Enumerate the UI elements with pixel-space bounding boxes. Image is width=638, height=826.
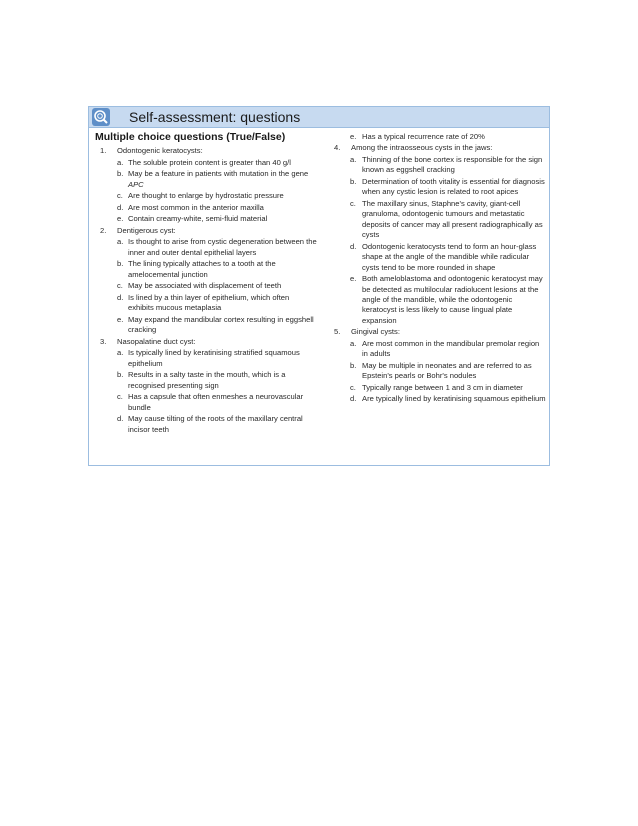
question-stem: Odontogenic keratocysts: [117, 146, 203, 155]
question-number: 4. [334, 143, 341, 153]
option-text: The soluble protein content is greater than 40 g/l [128, 157, 291, 167]
option-letter: b. [350, 177, 357, 186]
option-text: Are thought to enlarge by hydrostatic pressure [128, 191, 284, 201]
option-text: Typically range between 1 and 3 cm in diameter [362, 382, 523, 392]
question-1 [95, 146, 317, 225]
question-3 [95, 337, 317, 435]
option-letter: e. [117, 314, 124, 324]
option-text: Both ameloblastoma and odontogenic keratocyst may be detected as multilocular radiolucent lesions at the angle of the mandible, while the odontogenic keratocyst is less likely to cause lingual plate expansion [362, 274, 543, 325]
question-number: 3. [100, 336, 107, 346]
option-text: Are most common in the mandibular premolar region in adults [362, 338, 540, 359]
question-number: 5. [334, 327, 341, 337]
right-column [334, 129, 546, 405]
option-letter: d. [350, 394, 357, 404]
option-letter: a. [350, 338, 357, 348]
option-text: Has a capsule that often enmeshes a neurovascular bundle [128, 392, 304, 412]
option-letter: b. [117, 169, 124, 179]
question-5 [334, 327, 546, 405]
option-letter: d. [350, 241, 357, 251]
option-text: Is thought to arise from cystic degeneration between the inner and outer dental epithelial layers [128, 237, 317, 257]
option-text: May expand the mandibular cortex resulting in eggshell cracking [128, 314, 314, 335]
option-letter: a. [117, 157, 124, 167]
option-letter: a. [350, 155, 357, 164]
option-letter: e. [117, 214, 124, 224]
option-text: The maxillary sinus, Staphne's cavity, giant-cell granuloma, odontogenic tumours and metastatic deposits of cancer may all present radiographically as cysts [362, 199, 543, 240]
option-letter: c. [117, 392, 123, 402]
option-text: Thinning of the bone cortex is responsible for the sign known as eggshell cracking [362, 155, 543, 175]
box-header [89, 107, 549, 128]
option-letter: d. [117, 292, 124, 302]
option-text: May be multiple in neonates and are referred to as Epstein's pearls or Bohr's nodules [362, 360, 532, 381]
option-text: Is lined by a thin layer of epithelium, which often exhibits mucous metaplasia [128, 292, 290, 313]
question-number: 2. [100, 225, 107, 235]
option-letter: a. [117, 237, 124, 247]
option-text: Has a typical recurrence rate of 20% [362, 132, 485, 141]
question-stem: Gingival cysts: [351, 327, 400, 337]
option-text: Odontogenic keratocysts tend to form an hour-glass shape at the angle of the mandible while radicular cysts tend to be more rounded in shape [362, 241, 537, 272]
option-letter: c. [350, 382, 356, 392]
option-text: Contain creamy-white, semi-fluid material [128, 214, 268, 224]
option-text: Are typically lined by keratinising squamous epithelium [362, 394, 546, 404]
option-letter: b. [350, 360, 357, 370]
question-2 [95, 226, 317, 336]
question-number: 1. [100, 146, 107, 155]
option-letter: a. [117, 348, 124, 358]
option-text: Results in a salty taste in the mouth, which is a recognised presenting sign [128, 370, 286, 390]
option-letter: c. [117, 281, 123, 291]
question-stem: Among the intraosseous cysts in the jaws: [351, 143, 493, 153]
gene-name: APC [128, 179, 144, 189]
left-column [95, 129, 317, 435]
question-stem: Dentigerous cyst: [117, 225, 176, 235]
option-letter: c. [350, 199, 356, 208]
option-text: Is typically lined by keratinising stratified squamous epithelium [128, 348, 300, 368]
option-letter: d. [117, 414, 124, 424]
option-text: The lining typically attaches to a tooth at the amelocemental junction [128, 259, 276, 279]
option-letter: d. [117, 202, 124, 212]
option-letter: b. [117, 259, 124, 269]
option-text: May be a feature in patients with mutation in the gene [128, 169, 309, 179]
option-text: Are most common in the anterior maxilla [128, 202, 264, 212]
box-title: Self-assessment: questions [129, 109, 301, 125]
magnifier-icon [92, 108, 110, 126]
option-letter: b. [117, 370, 124, 380]
option-letter: c. [117, 191, 123, 201]
option-letter: e. [350, 274, 357, 284]
question-stem: Nasopalatine duct cyst: [117, 336, 196, 346]
section-title: Multiple choice questions (True/False) [95, 131, 286, 143]
self-assessment-box [88, 106, 550, 466]
option-text: May cause tilting of the roots of the maxillary central incisor teeth [128, 414, 303, 434]
option-text: May be associated with displacement of teeth [128, 281, 282, 291]
option-letter: e. [350, 132, 357, 141]
question-4 [334, 143, 546, 326]
option-text: Determination of tooth vitality is essential for diagnosis when any cystic lesion is related to root apices [362, 177, 545, 197]
